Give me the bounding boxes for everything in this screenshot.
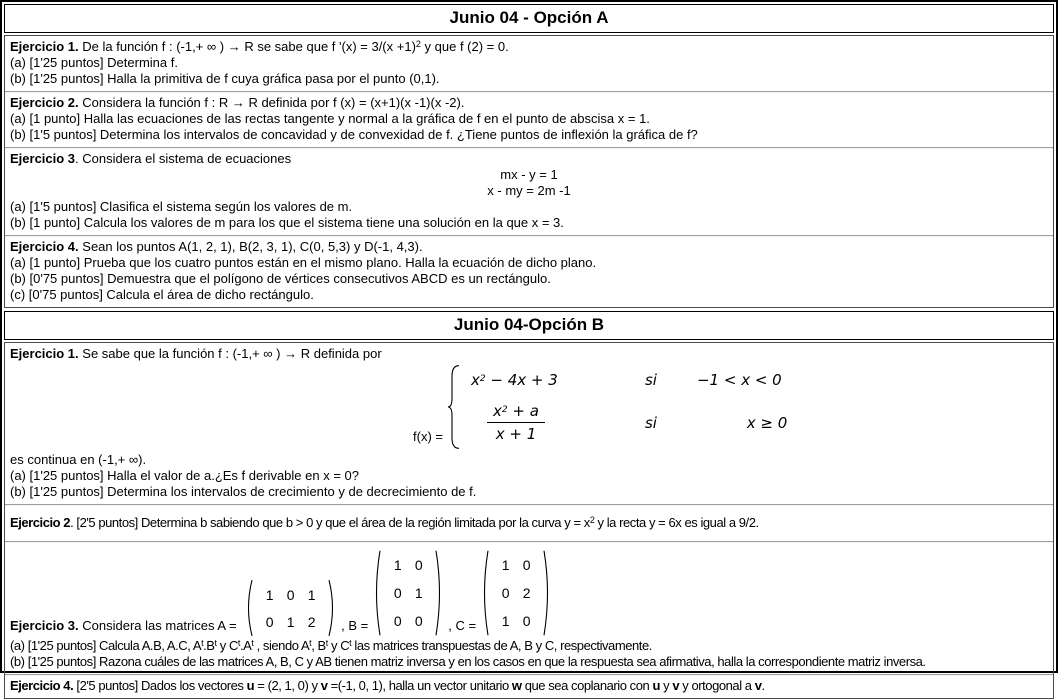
text-line: es continua en (-1,+ ∞). xyxy=(10,452,147,467)
text-line: (b) [1'5 puntos] Determina los intervalos de concavidad y de convexidad de f. ¿Tiene puntos de inflexión la gráfica de f? xyxy=(10,127,698,142)
case1-si: si xyxy=(644,370,657,389)
option-b-title: Junio 04-Opción B xyxy=(453,315,605,334)
text-line: (a) [1'5 puntos] Clasifica el sistema según los valores de m. xyxy=(10,199,353,214)
text-line: Ejercicio 2. Considera la función f : R → R definida por f (x) = (x+1)(x -1)(x -2). xyxy=(10,95,465,110)
matrix-cell: 1 xyxy=(501,557,510,573)
matrix-a-values xyxy=(254,579,327,637)
option-a-exercises xyxy=(4,35,1054,308)
matrix-cell: 0 xyxy=(265,613,274,630)
text-line: (a) [1'25 puntos] Determina f. xyxy=(10,55,178,70)
matrix-paren-right-icon xyxy=(542,549,553,637)
matrix-a xyxy=(243,579,338,637)
matrix-cell: 1 xyxy=(286,613,295,630)
text-line: (a) [1'25 puntos] Halla el valor de a.¿Es f derivable en x = 0? xyxy=(10,468,359,483)
exercise-a2 xyxy=(5,91,1053,147)
text-line: (b) [1'25 puntos] Razona cuáles de las matrices A, B, C y AB tienen matriz inversa y en los casos en que la respuesta sea afirmativa, halla la correspondiente matriz inversa. xyxy=(10,654,926,669)
matrix-cell: 1 xyxy=(307,586,316,603)
equation-line: mx - y = 1 xyxy=(500,167,558,182)
text-line: Ejercicio 2. [2'5 puntos] Determina b sabiendo que b > 0 y que el área de la región limitada por la curva $y = x^2$ y la recta y = 6x es igual a 9/2. xyxy=(10,515,759,530)
text-line: (b) [1 punto] Calcula los valores de m para los que el sistema tiene una solución en la que x = 3. xyxy=(10,215,564,230)
case1-condition: −1 < x < 0 xyxy=(696,370,782,389)
case2-fraction xyxy=(481,402,551,443)
matrix-cell: 2 xyxy=(307,613,316,630)
matrix-cell: 2 xyxy=(522,585,531,601)
matrix-cell: 0 xyxy=(414,613,423,629)
text-line: Ejercicio 1. Se sabe que la función f : (-1,+ ∞ ) → R definida por xyxy=(10,346,382,361)
matrix-cell: 1 xyxy=(265,586,274,603)
matrix-cell: 0 xyxy=(414,557,423,573)
text-line: Ejercicio 3. Considera las matrices A = xyxy=(10,618,241,633)
fx-label: f(x) = xyxy=(413,429,443,444)
matrix-paren-left-icon xyxy=(479,549,490,637)
exercise-b1 xyxy=(5,343,1053,504)
option-b-exercises xyxy=(4,342,1054,699)
text-line: (a) [1'25 puntos] Calcula A.B, A.C, $A^t.B^t$ y $C^t.A^t$ , siendo $A^t$, $B^t$ y $C^t$ las matrices transpuestas de A, B y C, respectivamente. xyxy=(10,638,652,653)
exercise-a4 xyxy=(5,235,1053,307)
text-line: (b) [1'25 puntos] Determina los intervalos de crecimiento y de decrecimiento de f. xyxy=(10,484,477,499)
case1-expression: $x^2 - 4x + 3$ xyxy=(470,370,558,389)
text-line: (c) [0'75 puntos] Calcula el área de dicho rectángulo. xyxy=(10,287,314,302)
matrix-cell: 0 xyxy=(393,613,402,629)
case2-condition: x ≥ 0 xyxy=(746,413,788,432)
text-line: Ejercicio 3. Considera el sistema de ecuaciones xyxy=(10,151,292,166)
exercise-b3 xyxy=(5,541,1053,674)
matrix-b-label: , B = xyxy=(341,618,369,633)
matrix-b-values xyxy=(382,549,434,637)
exercise-a3 xyxy=(5,147,1053,235)
piecewise-cases xyxy=(465,364,837,450)
text-line: (b) [1'25 puntos] Halla la primitiva de f cuya gráfica pasa por el punto (0,1). xyxy=(10,71,440,86)
fraction-numerator: $x^2 + a$ xyxy=(487,402,545,423)
left-brace-icon xyxy=(447,364,461,450)
matrix-paren-left-icon xyxy=(243,579,254,637)
matrix-c-label: , C = xyxy=(448,618,477,633)
case2-si: si xyxy=(644,413,657,432)
fraction-denominator: x + 1 xyxy=(495,425,537,444)
exercise-b2 xyxy=(5,504,1053,541)
matrix-cell: 0 xyxy=(522,613,531,629)
text-line: (b) [0'75 puntos] Demuestra que el polígono de vértices consecutivos ABCD es un rectángulo. xyxy=(10,271,551,286)
option-b-header xyxy=(4,311,1054,340)
option-a-title: Junio 04 - Opción A xyxy=(449,8,609,27)
text-line: Ejercicio 4. [2'5 puntos] Dados los vectores u = (2, 1, 0) y v =(-1, 0, 1), halla un vector unitario w que sea coplanario con u y v y ortogonal a v. xyxy=(10,678,765,693)
matrix-cell: 0 xyxy=(393,585,402,601)
matrix-cell: 1 xyxy=(393,557,402,573)
piecewise-function xyxy=(413,364,1048,450)
text-line: (a) [1 punto] Prueba que los cuatro puntos están en el mismo plano. Halla la ecuación de dicho plano. xyxy=(10,255,597,270)
exercise-b4 xyxy=(5,674,1053,698)
matrix-paren-right-icon xyxy=(434,549,445,637)
matrix-c-values xyxy=(490,549,542,637)
exercise-a1 xyxy=(5,36,1053,91)
matrix-cell: 0 xyxy=(286,586,295,603)
matrix-paren-right-icon xyxy=(327,579,338,637)
matrix-b xyxy=(371,549,445,637)
matrix-cell: 1 xyxy=(414,585,423,601)
matrix-c xyxy=(479,549,553,637)
matrix-cell: 0 xyxy=(501,585,510,601)
matrix-cell: 0 xyxy=(522,557,531,573)
text-line: Ejercicio 1. De la función f : (-1,+ ∞ ) → R se sabe que f '$(x) = 3/(x +1)^2$ y que f (2) = 0. xyxy=(10,39,509,54)
matrices-line xyxy=(10,549,1048,637)
matrix-paren-left-icon xyxy=(371,549,382,637)
equation-line: x - my = 2m -1 xyxy=(487,183,571,198)
text-line: (a) [1 punto] Halla las ecuaciones de las rectas tangente y normal a la gráfica de f en el punto de abscisa x = 1. xyxy=(10,111,650,126)
matrix-cell: 1 xyxy=(501,613,510,629)
text-line: Ejercicio 4. Sean los puntos A(1, 2, 1), B(2, 3, 1), C(0, 5,3) y D(-1, 4,3). xyxy=(10,239,423,254)
option-a-header xyxy=(4,4,1054,33)
